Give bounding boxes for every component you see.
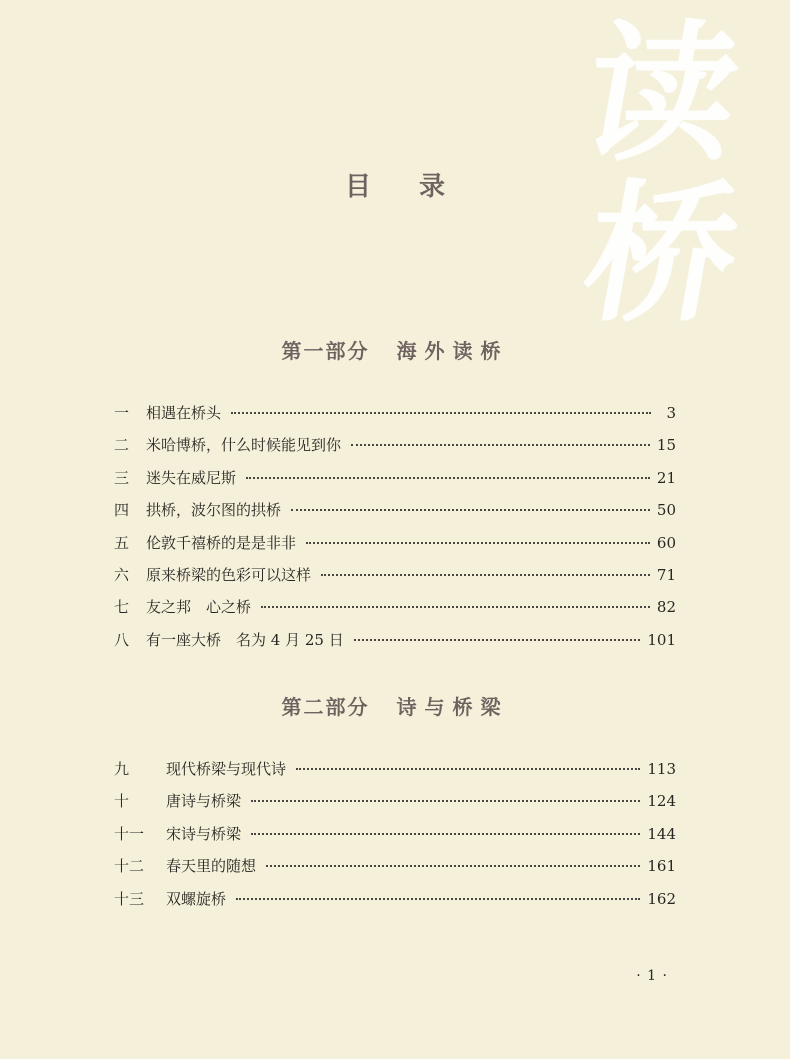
toc-page-number: 21 <box>656 468 676 487</box>
toc-page-number: 82 <box>656 598 676 617</box>
toc-entry[interactable] <box>114 888 676 920</box>
watermark-char-du: 读 <box>571 8 753 182</box>
toc-number: 六 <box>114 565 130 584</box>
toc-number: 三 <box>114 468 130 487</box>
toc-title: 宋诗与桥梁 <box>166 824 242 843</box>
toc-list <box>114 758 676 920</box>
toc-entry[interactable] <box>114 499 676 531</box>
page-title: 目录 <box>344 172 493 202</box>
toc-entry[interactable] <box>114 790 676 822</box>
toc-number: 八 <box>114 630 130 649</box>
dot-leader <box>251 800 640 802</box>
toc-list <box>114 402 676 661</box>
toc-entry[interactable] <box>114 758 676 790</box>
dot-leader <box>351 444 650 446</box>
toc-number: 十一 <box>114 824 145 843</box>
toc-page-number: 161 <box>647 857 676 876</box>
dot-leader <box>231 412 651 414</box>
toc-page-number: 60 <box>656 533 676 552</box>
toc-number: 七 <box>114 598 130 617</box>
dot-leader <box>236 898 640 900</box>
toc-title: 唐诗与桥梁 <box>166 792 242 811</box>
toc-page-number: 124 <box>647 792 676 811</box>
dot-leader <box>246 477 650 479</box>
toc-title: 春天里的随想 <box>166 857 257 876</box>
toc-entry[interactable] <box>114 629 676 661</box>
dot-leader <box>306 542 650 544</box>
toc-title: 现代桥梁与现代诗 <box>166 760 287 778</box>
toc-entry[interactable] <box>114 434 676 466</box>
section-part-label: 第一部分 <box>281 339 370 363</box>
toc-title: 有一座大桥 名为 4 月 25 日 <box>146 630 344 649</box>
dot-leader <box>261 606 650 608</box>
dot-leader <box>354 639 641 641</box>
toc-page-number: 3 <box>666 404 676 422</box>
toc-title: 友之邦 心之桥 <box>146 598 252 617</box>
toc-page-number: 162 <box>647 889 676 908</box>
toc-page-number: 101 <box>647 630 676 649</box>
toc-title: 迷失在威尼斯 <box>146 468 237 487</box>
dot-leader <box>291 509 650 511</box>
toc-entry[interactable] <box>114 532 676 564</box>
toc-number: 二 <box>114 436 130 455</box>
toc-title: 原来桥梁的色彩可以这样 <box>146 565 312 584</box>
toc-page-number: 50 <box>656 501 676 520</box>
section-name: 诗与桥梁 <box>396 695 509 719</box>
toc-page-number: 144 <box>647 824 676 843</box>
section-part-label: 第二部分 <box>281 695 370 719</box>
toc-number: 十二 <box>114 857 145 876</box>
watermark-char-qiao: 桥 <box>571 168 753 342</box>
toc-entry[interactable] <box>114 596 676 628</box>
toc-entry[interactable] <box>114 855 676 887</box>
section-heading <box>0 691 790 720</box>
toc-entry[interactable] <box>114 467 676 499</box>
toc-number: 十三 <box>114 889 145 908</box>
page-number: · 1 · <box>636 968 668 984</box>
toc-title: 双螺旋桥 <box>166 889 227 908</box>
toc-entry[interactable] <box>114 402 676 434</box>
dot-leader <box>251 833 640 835</box>
dot-leader <box>321 574 650 576</box>
toc-title: 米哈博桥，什么时候能见到你 <box>146 436 342 455</box>
toc-page-number: 71 <box>656 565 676 584</box>
toc-entry[interactable] <box>114 823 676 855</box>
dot-leader <box>266 865 640 867</box>
toc-entry[interactable] <box>114 564 676 596</box>
dot-leader <box>296 768 640 770</box>
toc-page-number: 113 <box>647 760 676 778</box>
section-heading <box>0 335 790 364</box>
toc-number: 一 <box>114 404 130 422</box>
toc-number: 四 <box>114 501 130 520</box>
toc-title: 拱桥，波尔图的拱桥 <box>146 501 282 520</box>
toc-number: 十 <box>114 792 130 811</box>
toc-title: 伦敦千禧桥的是是非非 <box>146 533 297 552</box>
toc-page-number: 15 <box>656 436 676 455</box>
toc-number: 九 <box>114 760 130 778</box>
toc-title: 相遇在桥头 <box>146 404 222 422</box>
section-name: 海外读桥 <box>396 339 509 363</box>
toc-number: 五 <box>114 533 130 552</box>
